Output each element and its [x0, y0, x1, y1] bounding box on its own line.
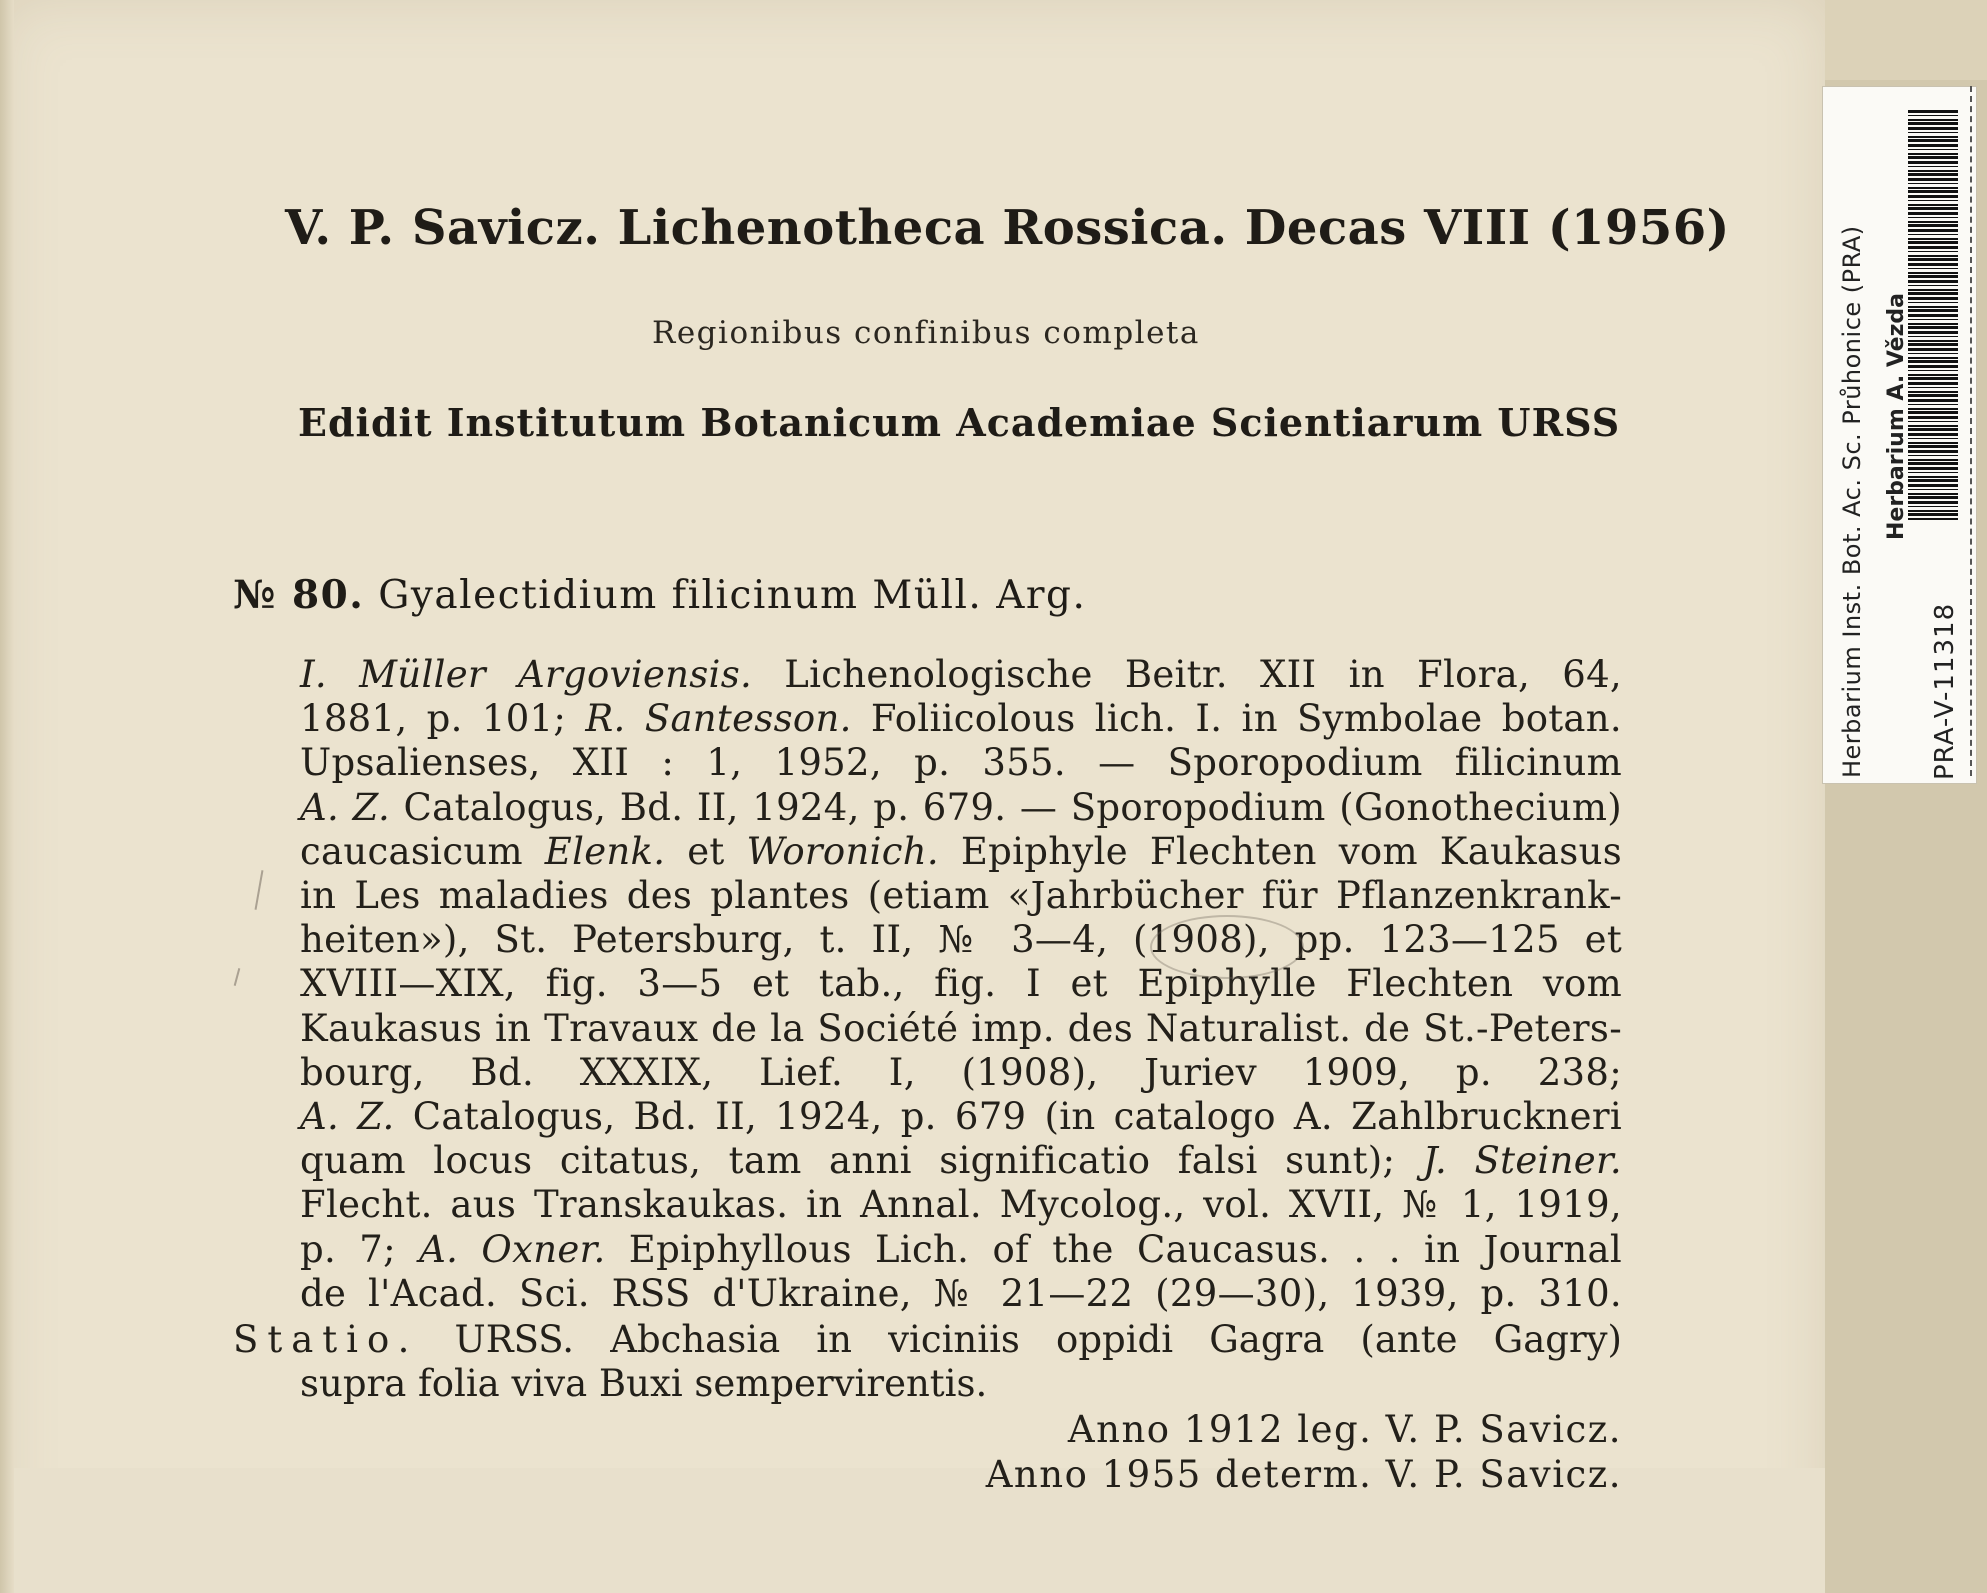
citation-line — [300, 697, 1622, 741]
determination-info: Anno 1955 determ. V. P. Savicz. — [985, 1453, 1622, 1496]
sheet-edge — [0, 0, 14, 1593]
citation-line — [300, 1007, 1622, 1051]
citation-segment: in Les maladies des plantes (etiam «Jahrbücher für Pflanzenkrank- — [300, 874, 1622, 918]
citation-line — [300, 962, 1622, 1006]
citation-segment: Flecht. aus Transkaukas. in Annal. Mycolog., vol. XVII, № 1, 1919, — [300, 1183, 1622, 1227]
citation-line — [300, 830, 1622, 874]
citation-segment: Epiphyllous Lich. of the Caucasus. . . in Journal — [605, 1227, 1622, 1271]
citation-text — [300, 653, 1622, 1316]
citation-segment: Epiphyle Flechten vom Kaukasus — [938, 829, 1622, 873]
collection-info: Anno 1912 leg. V. P. Savicz. — [1067, 1408, 1622, 1451]
author-citation: A. Z. — [300, 785, 391, 829]
citation-segment: heiten»), St. Petersburg, t. II, № 3—4, (1908), pp. 123—125 et — [300, 918, 1622, 962]
species-name: Gyalectidium filicinum Müll. Arg. — [378, 573, 1087, 618]
label-editor: Edidit Institutum Botanicum Academiae Scientiarum URSS — [298, 400, 1621, 445]
citation-line — [300, 653, 1622, 697]
pencil-circle-mark — [1150, 915, 1304, 979]
author-citation: I. Müller Argoviensis. — [300, 653, 753, 696]
author-citation: Elenk. — [544, 829, 666, 873]
citation-line — [300, 874, 1622, 918]
locality-text: URSS. Abchasia in viciniis oppidi Gagra (ante Gagry) — [418, 1318, 1622, 1361]
citation-segment: de l'Acad. Sci. RSS d'Ukraine, № 21—22 (29—30), 1939, p. 310. — [300, 1271, 1622, 1315]
citation-line — [300, 918, 1622, 962]
label-title: V. P. Savicz. Lichenotheca Rossica. Decas VIII (1956) — [285, 200, 1730, 256]
citation-segment: quam locus citatus, tam anni significatio falsi sunt); — [300, 1139, 1423, 1183]
locality-block — [233, 1318, 1623, 1406]
citation-line — [300, 1183, 1622, 1227]
label-subtitle: Regionibus confinibus completa — [652, 315, 1200, 351]
herbarium-backing-top — [1825, 0, 1987, 80]
specimen-code: PRA-V-11318 — [1930, 602, 1960, 780]
locality-line-2: supra folia viva Buxi sempervirentis. — [300, 1362, 988, 1406]
citation-segment: 1881, p. 101; — [300, 697, 586, 741]
citation-segment: Upsalienses, XII : 1, 1952, p. 355. — Sporopodium filicinum — [300, 741, 1622, 785]
citation-segment: Lichenologische Beitr. XII in Flora, 64, — [752, 653, 1622, 696]
citation-line — [300, 1139, 1622, 1183]
locality-line-1 — [233, 1318, 1622, 1362]
statio-label: Statio. — [233, 1318, 419, 1361]
citation-line — [300, 1051, 1622, 1095]
citation-segment: XVIII—XIX, fig. 3—5 et tab., fig. I et Epiphylle Flechten vom — [300, 962, 1622, 1006]
citation-segment: bourg, Bd. XXXIX, Lief. I, (1908), Juriev 1909, p. 238; — [300, 1050, 1622, 1094]
herbarium-collection: Herbarium A. Vězda — [1884, 292, 1909, 540]
entry-number: № 80. — [233, 572, 365, 618]
author-citation: R. Santesson. — [585, 697, 852, 741]
entry-heading — [233, 572, 1086, 618]
cut-line — [1970, 86, 1972, 776]
citation-segment: Catalogus, Bd. II, 1924, p. 679 (in catalogo A. Zahlbruckneri — [394, 1095, 1623, 1139]
herbarium-institution: Herbarium Inst. Bot. Ac. Sc. Průhonice (PRA) — [1838, 225, 1866, 778]
citation-segment: Foliicolous lich. I. in Symbolae botan. — [851, 697, 1622, 741]
citation-line — [300, 1228, 1622, 1272]
author-citation: A. Z. — [300, 1095, 395, 1139]
author-citation: J. Steiner. — [1422, 1139, 1622, 1183]
citation-segment: Catalogus, Bd. II, 1924, p. 679. — Sporopodium (Gonothecium) — [390, 785, 1622, 829]
citation-line — [300, 1095, 1622, 1139]
author-citation: A. Oxner. — [419, 1227, 606, 1271]
citation-segment: p. 7; — [300, 1227, 420, 1271]
citation-line — [300, 786, 1622, 830]
citation-line — [300, 741, 1622, 785]
citation-segment: Kaukasus in Travaux de la Société imp. des Naturalist. de St.-Peters- — [300, 1006, 1622, 1050]
author-citation: Woronich. — [746, 829, 939, 873]
barcode — [1908, 110, 1958, 520]
citation-segment: et — [665, 829, 747, 873]
citation-segment: caucasicum — [300, 829, 545, 873]
citation-line — [300, 1272, 1622, 1316]
